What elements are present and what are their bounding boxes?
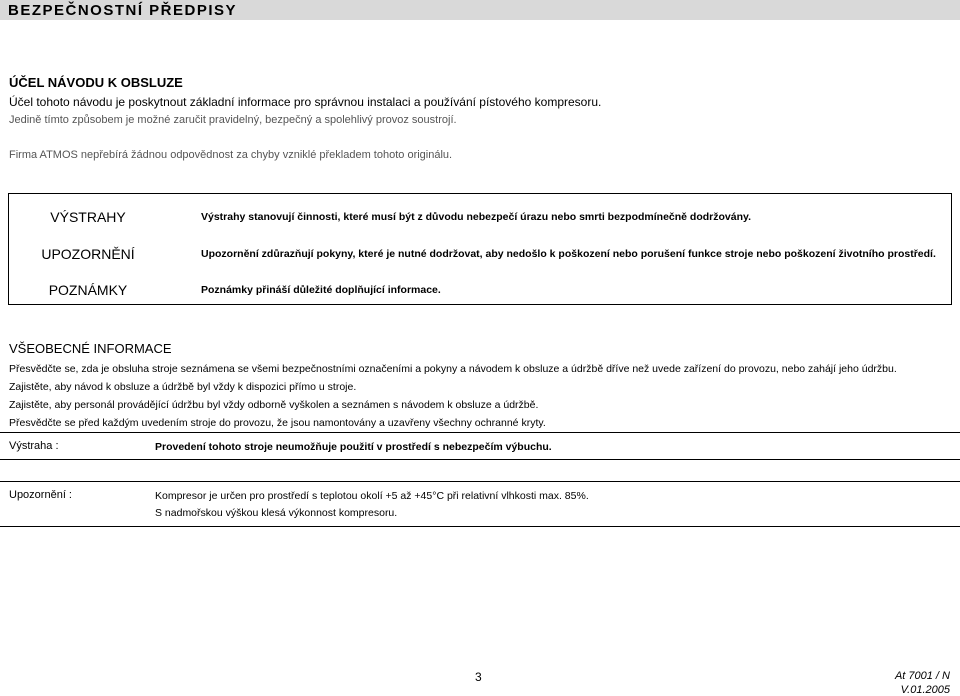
purpose-line-1: Účel tohoto návodu je poskytnout základní informace pro správnou instalaci a používání pístového kompresoru. (9, 95, 602, 109)
document-code: At 7001 / N (894, 670, 950, 682)
purpose-line-3: Firma ATMOS nepřebírá žádnou odpovědnost za chyby vzniklé překladem tohoto originálu. (9, 149, 453, 161)
purpose-line-2: Jedině tímto způsobem je možné zaručit pravidelný, bezpečný a spolehlivý provoz soustrojí. (9, 114, 457, 126)
warning-bottom-rule (0, 459, 960, 460)
general-info-heading: VŠEOBECNÉ INFORMACE (9, 341, 172, 356)
caution-line-2: S nadmořskou výškou klesá výkonnost kompresoru. (155, 507, 398, 519)
purpose-heading: ÚČEL NÁVODU K OBSLUZE (9, 75, 183, 90)
warning-text: Provedení tohoto stroje neumožňuje použití v prostředí s nebezpečím výbuchu. (155, 441, 552, 453)
term-warnings-description: Výstrahy stanovují činnosti, které musí být z důvodu nebezpečí úrazu nebo smrti bezpodmínečně dodržovány. (201, 211, 751, 223)
warning-label: Výstraha : (9, 440, 59, 452)
term-notes: POZNÁMKY (48, 282, 128, 298)
document-version: V.01.2005 (900, 684, 950, 696)
caution-top-rule (0, 481, 960, 482)
term-cautions-description: Upozornění zdůrazňují pokyny, které je nutné dodržovat, aby nedošlo k poškození nebo porušení funkce stroje nebo poškození životního prostředí. (201, 248, 936, 260)
caution-line-1: Kompresor je určen pro prostředí s teplotou okolí +5 až +45°C při relativní vlhkosti max. 85%. (155, 490, 589, 502)
general-info-line-4: Přesvědčte se před každým uvedením stroje do provozu, že jsou namontovány a uzavřeny všechny ochranné kryty. (9, 417, 546, 429)
term-warnings: VÝSTRAHY (50, 209, 126, 225)
general-info-line-2: Zajistěte, aby návod k obsluze a údržbě byl vždy k dispozici přímo u stroje. (9, 381, 357, 393)
caution-bottom-rule (0, 526, 960, 527)
warning-top-rule (0, 432, 960, 433)
general-info-line-1: Přesvědčte se, zda je obsluha stroje seznámena se všemi bezpečnostními označeními a pokyny a návodem k obsluze a údržbě dříve než uvede zařízení do provozu, nebo zahájí jeho údržbu. (9, 363, 897, 375)
general-info-line-3: Zajistěte, aby personál provádějící údržbu byl vždy odborně vyškolen a seznámen s návodem k obsluze a údržbě. (9, 399, 539, 411)
term-cautions: UPOZORNĚNÍ (41, 246, 135, 262)
term-notes-description: Poznámky přináší důležité doplňující informace. (201, 284, 441, 296)
caution-label: Upozornění : (9, 489, 72, 501)
page-number: 3 (475, 670, 482, 684)
page-title: BEZPEČNOSTNÍ PŘEDPISY (8, 2, 238, 19)
